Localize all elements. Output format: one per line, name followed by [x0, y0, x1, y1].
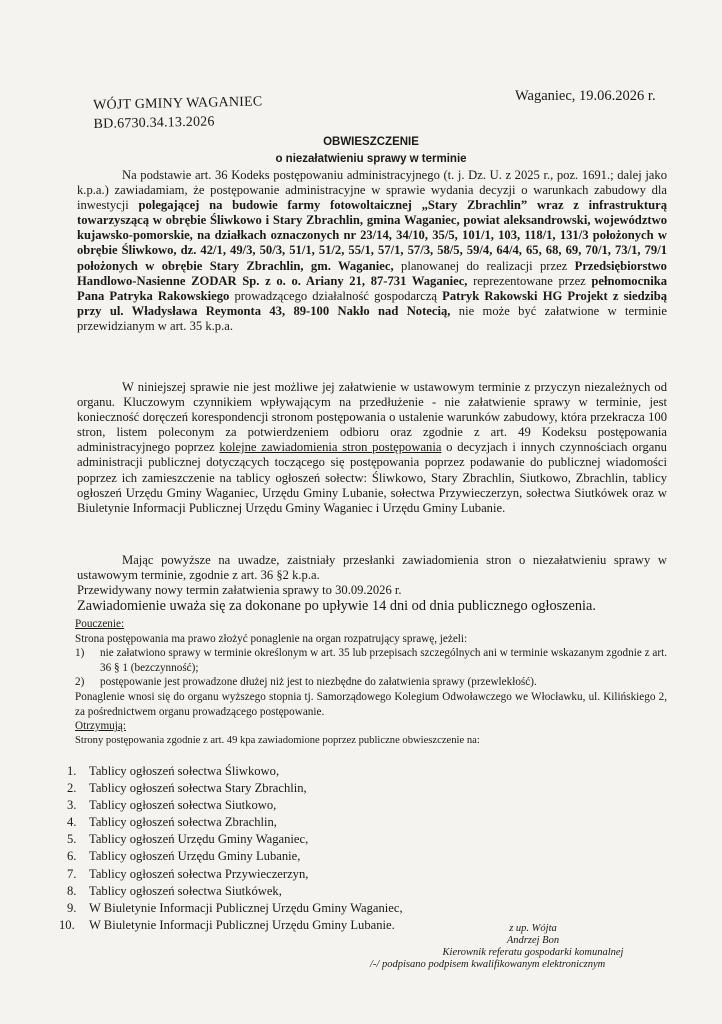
paragraph-reasons: W niniejszej sprawie nie jest możliwe jej załatwienie w ustawowym terminie z przyczyn niezależnych od organu. Kluczowym czynnikiem wpływającym na przedłużenie - nie załatwienie sprawy w terminie, jest konieczność doręczeń korespondencji stronom postępowania o ustalenie warunków zabudowy, która przekracza 100 stron, listem poleconym za potwierdzeniem odbioru oraz zgodnie z art. 49 Kodeksu postępowania administracyjnego poprzez kolejne zawiadomienia stron postępowania o decyzjach i innych czynnościach organu administracji publicznej dotyczących toczącego się postępowania poprzez podawanie do publicznej wiadomości poprzez ich zamieszczenie na tablicy ogłoszeń sołectw: Śliwkowo, Stary Zbrachlin, Siutkowo, Zbrachlin, tablicy ogłoszeń Urzędu Gminy Waganiec, Urzędu Gminy Lubanie, sołectwa Przywieczerzyn, sołectwa Siutkówek oraz w Biuletynie Informacji Publicznej Urzędu Gminy Waganiec i Urzędu Gminy Lubanie. [77, 380, 667, 515]
instruction-section: Pouczenie: Strona postępowania ma prawo złożyć ponaglenie na organ rozpatrujący sprawę, jeżeli: 1) nie załatwiono sprawy w terminie określonym w art. 35 lub przepisach szczególnych ani w terminie wskazanym zgodnie z art. 36 § 1 (bezczynność); 2) postępowanie jest prowadzone dłużej niż jest to niezbędne do załatwienia sprawy (przewlekłość). Ponaglenie wnosi się do organu wyższego stopnia tj. Samorządowego Kolegium Odwoławczego we Włocławku, ul. Kilińskiego 2, za pośrednictwem organu prowadzącego postępowanie. Otrzymują: Strony postępowania zgodnie z art. 49 kpa zawiadomione poprzez publiczne obwieszczenie na: [75, 618, 667, 746]
document-subtitle: o niezałatwieniu sprawy w terminie [275, 153, 467, 165]
list-item: 1. Tablicy ogłoszeń sołectwa Śliwkowo, [67, 764, 280, 778]
signatory-title: Kierownik referatu gospodarki komunalnej [442, 947, 624, 958]
list-item: 3. Tablicy ogłoszeń sołectwa Siutkowo, [67, 798, 277, 813]
notice-effective: Zawiadomienie uważa się za dokonane po upływie 14 dni od dnia publicznego ogłoszenia. [77, 598, 596, 615]
list-item: 9. W Biuletynie Informacji Publicznej Urzędu Gminy Waganiec, [67, 900, 403, 915]
signature-block: z up. Wójta Andrzej Bon Kierownik referatu gospodarki komunalnej /-/ podpisano podpisem kwalifikowanym elektronicznym [398, 923, 668, 971]
recipients-list [59, 763, 403, 934]
issuing-authority-stamp [93, 92, 263, 134]
list-item: 2. Tablicy ogłoszeń sołectwa Stary Zbrachlin, [67, 781, 307, 796]
paragraph-conclusion: Mając powyższe na uwadze, zaistniały przesłanki zawiadomienia stron o niezałatwieniu sprawy w ustawowym terminie, zgodnie z art. 36 §2 k.p.a. Przewidywany nowy termin załatwienia sprawy to 30.09.2026 r. Zawiadomienie uważa się za dokonane po upływie 14 dni od dnia publicznego ogłoszenia. [77, 553, 667, 615]
e-signature-note: /-/ podpisano podpisem kwalifikowanym elektronicznym [370, 959, 606, 970]
document-date: Waganiec, 19.06.2026 r. [515, 88, 656, 104]
new-deadline: Przewidywany nowy termin załatwienia sprawy to 30.09.2026 r. [77, 583, 402, 598]
instruction-item: 2) postępowanie jest prowadzone dłużej niż jest to niezbędne do załatwienia sprawy (przewlekłość). [75, 676, 537, 689]
list-item: 10. W Biuletynie Informacji Publicznej Urzędu Gminy Lubanie. [59, 917, 395, 932]
list-item: 8. Tablicy ogłoszeń sołectwa Siutkówek, [67, 883, 282, 898]
list-item: 5. Tablicy ogłoszeń Urzędu Gminy Waganiec, [67, 832, 309, 847]
reference-number: BD.6730.34.13.2026 [93, 114, 215, 132]
paragraph-legal-basis: Na podstawie art. 36 Kodeks postępowaniu administracyjnego (t. j. Dz. U. z 2025 r., poz. 1691.; dalej jako k.p.a.) zawiadamiam, że postępowanie administracyjne w sprawie wydania decyzji o warunkach zabudowy dla inwestycji polegającej na budowie farmy fotowoltaicznej „Stary Zbrachlin” wraz z infrastrukturą towarzyszącą w obrębie Śliwkowo i Stary Zbrachlin, gmina Waganiec, powiat aleksandrowski, województwo kujawsko-pomorskie, na działkach oznaczonych nr 23/14, 34/10, 35/5, 101/1, 103, 118/1, 131/3 położonych w obrębie Śliwkowo, dz. 42/1, 49/3, 50/3, 51/1, 51/2, 55/1, 57/1, 57/3, 58/5, 59/4, 64/4, 65, 68, 69, 70/1, 73/1, 79/1 położonych w obrębie Stary Zbrachlin, gm. Waganiec, planowanej do realizacji przez Przedsiębiorstwo Handlowo-Nasienne ZODAR Sp. z o. o. Ariany 21, 87-731 Waganiec, reprezentowane przez pełnomocnika Pana Patryka Rakowskiego prowadzącego działalność gospodarczą Patryk Rakowski HG Projekt z siedzibą przy ul. Władysława Reymonta 43, 89-100 Nakło nad Notecią, nie może być załatwione w terminie przewidzianym w art. 35 k.p.a. [77, 168, 667, 333]
instruction-heading: Pouczenie: [75, 618, 125, 630]
instruction-item: 1) nie załatwiono sprawy w terminie określonym w art. 35 lub przepisach szczególnych ani w terminie wskazanym zgodnie z art. 36 § 1 (bezczynność); [75, 647, 667, 674]
recipients-heading: Otrzymują: [75, 720, 126, 733]
signatory-name: Andrzej Bon [506, 935, 560, 946]
authority-name: WÓJT GMINY WAGANIEC [93, 94, 263, 113]
list-item: 4. Tablicy ogłoszeń sołectwa Zbrachlin, [67, 815, 277, 830]
document-title: OBWIESZCZENIE [323, 136, 419, 148]
list-item: 6. Tablicy ogłoszeń Urzędu Gminy Lubanie, [67, 849, 301, 864]
list-item: 7. Tablicy ogłoszeń sołectwa Przywieczerzyn, [67, 866, 309, 881]
